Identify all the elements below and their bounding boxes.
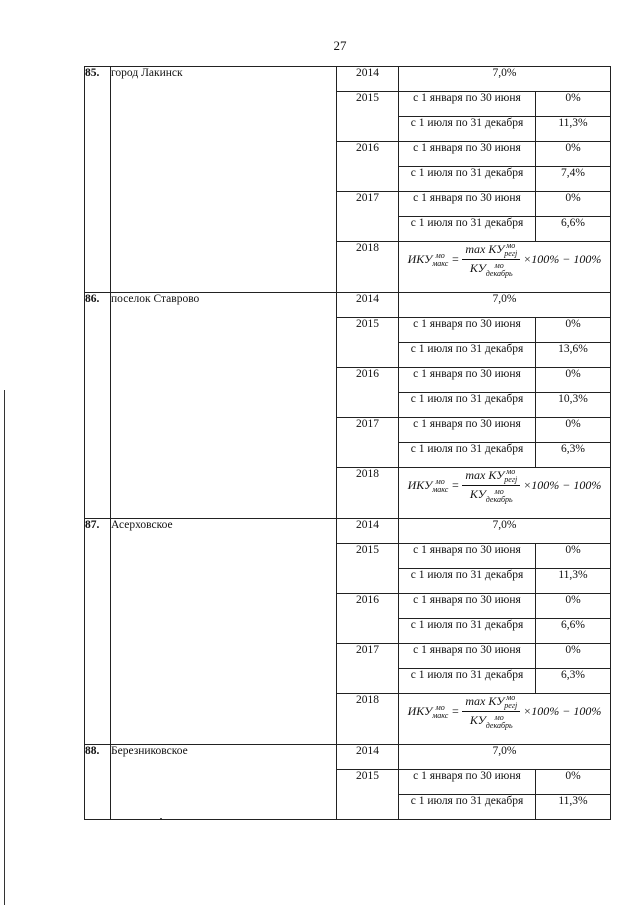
tariff-table	[84, 66, 611, 820]
percent-cell: 7,0%	[399, 519, 611, 544]
year-cell: 2018	[337, 694, 399, 745]
period-cell: с 1 июля по 31 декабря	[399, 443, 536, 468]
year-cell: 2015	[337, 318, 399, 368]
formula-denominator-sup: мо	[494, 486, 504, 496]
period-cell: с 1 июля по 31 декабря	[399, 217, 536, 242]
formula-numerator: max КУ	[465, 694, 505, 708]
percent-cell: 6,6%	[536, 217, 611, 242]
year-cell: 2018	[337, 468, 399, 519]
period-cell: с 1 января по 30 июня	[399, 92, 536, 117]
formula-tail: ×100% − 100%	[523, 252, 602, 267]
year-cell: 2014	[337, 745, 399, 770]
formula-denominator-sup: мо	[494, 712, 504, 722]
percent-cell: 11,3%	[536, 117, 611, 142]
formula-equals: =	[451, 252, 460, 267]
table-row	[85, 293, 611, 318]
table-row	[85, 67, 611, 92]
entry-number: 86.	[85, 293, 111, 519]
formula-numerator: max КУ	[465, 468, 505, 482]
municipality-name: Березниковское	[111, 745, 337, 820]
municipality-name: город Лакинск	[111, 67, 337, 293]
formula-lhs: ИКУ	[407, 703, 433, 718]
percent-cell: 7,0%	[399, 67, 611, 92]
formula-tail: ×100% − 100%	[523, 478, 602, 493]
year-cell: 2017	[337, 192, 399, 242]
period-cell: с 1 января по 30 июня	[399, 594, 536, 619]
formula-lhs-sub: макс	[432, 710, 449, 720]
table-row	[85, 745, 611, 770]
percent-cell: 0%	[536, 770, 611, 795]
percent-cell: 11,3%	[536, 569, 611, 594]
formula-denominator: КУ	[469, 261, 486, 276]
formula-numerator-sub: регj	[504, 701, 518, 711]
formula-denominator-sup: мо	[494, 260, 504, 270]
formula-cell	[399, 242, 611, 293]
period-cell: с 1 января по 30 июня	[399, 192, 536, 217]
year-cell: 2017	[337, 418, 399, 468]
year-cell: 2018	[337, 242, 399, 293]
percent-cell: 7,4%	[536, 167, 611, 192]
formula-cell	[399, 694, 611, 745]
percent-cell: 0%	[536, 192, 611, 217]
formula-denominator-sub: декабрь	[485, 720, 513, 730]
max-index-formula	[408, 242, 602, 278]
percent-cell: 0%	[536, 418, 611, 443]
period-cell: с 1 июля по 31 декабря	[399, 569, 536, 594]
percent-cell: 0%	[536, 318, 611, 343]
formula-lhs-sup: мо	[435, 250, 445, 260]
percent-cell: 0%	[536, 92, 611, 117]
formula-denominator: КУ	[469, 487, 486, 502]
percent-cell: 0%	[536, 594, 611, 619]
formula-cell	[399, 468, 611, 519]
period-cell: с 1 июля по 31 декабря	[399, 669, 536, 694]
year-cell: 2015	[337, 544, 399, 594]
year-cell: 2017	[337, 644, 399, 694]
municipality-name: поселок Ставрово	[111, 293, 337, 519]
period-cell: с 1 июля по 31 декабря	[399, 167, 536, 192]
year-cell: 2016	[337, 368, 399, 418]
municipality-name: Асерховское	[111, 519, 337, 745]
formula-numerator-sub: регj	[504, 475, 518, 485]
formula-numerator-sub: регj	[504, 249, 518, 259]
formula-numerator-sup: мо	[506, 693, 516, 703]
formula-equals: =	[451, 704, 460, 719]
period-cell: с 1 июля по 31 декабря	[399, 117, 536, 142]
max-index-formula	[408, 694, 602, 730]
table-row	[85, 519, 611, 544]
period-cell: с 1 июля по 31 декабря	[399, 343, 536, 368]
formula-numerator-sup: мо	[506, 467, 516, 477]
stray-mark	[160, 818, 162, 820]
period-cell: с 1 января по 30 июня	[399, 644, 536, 669]
formula-fraction	[462, 468, 520, 504]
percent-cell: 7,0%	[399, 745, 611, 770]
page-number: 27	[333, 38, 347, 53]
percent-cell: 6,6%	[536, 619, 611, 644]
formula-denominator-sub: декабрь	[485, 494, 513, 504]
year-cell: 2014	[337, 519, 399, 544]
year-cell: 2014	[337, 67, 399, 92]
percent-cell: 6,3%	[536, 669, 611, 694]
entry-number: 85.	[85, 67, 111, 293]
year-cell: 2014	[337, 293, 399, 318]
period-cell: с 1 июля по 31 декабря	[399, 795, 536, 820]
period-cell: с 1 января по 30 июня	[399, 544, 536, 569]
period-cell: с 1 января по 30 июня	[399, 142, 536, 167]
percent-cell: 0%	[536, 544, 611, 569]
formula-lhs-sub: макс	[432, 258, 449, 268]
formula-lhs: ИКУ	[407, 477, 433, 492]
formula-fraction	[462, 694, 520, 730]
percent-cell: 0%	[536, 644, 611, 669]
formula-lhs: ИКУ	[407, 251, 433, 266]
percent-cell: 6,3%	[536, 443, 611, 468]
formula-numerator-sup: мо	[506, 241, 516, 251]
formula-tail: ×100% − 100%	[523, 704, 602, 719]
period-cell: с 1 июля по 31 декабря	[399, 619, 536, 644]
period-cell: с 1 января по 30 июня	[399, 418, 536, 443]
year-cell: 2015	[337, 770, 399, 820]
formula-fraction	[462, 242, 520, 278]
percent-cell: 10,3%	[536, 393, 611, 418]
percent-cell: 0%	[536, 368, 611, 393]
formula-numerator: max КУ	[465, 242, 505, 256]
year-cell: 2015	[337, 92, 399, 142]
period-cell: с 1 января по 30 июня	[399, 318, 536, 343]
year-cell: 2016	[337, 594, 399, 644]
formula-equals: =	[451, 478, 460, 493]
period-cell: с 1 января по 30 июня	[399, 770, 536, 795]
formula-denominator: КУ	[469, 713, 486, 728]
formula-denominator-sub: декабрь	[485, 268, 513, 278]
percent-cell: 13,6%	[536, 343, 611, 368]
entry-number: 87.	[85, 519, 111, 745]
formula-lhs-sub: макс	[432, 484, 449, 494]
percent-cell: 11,3%	[536, 795, 611, 820]
year-cell: 2016	[337, 142, 399, 192]
margin-rule	[4, 390, 5, 905]
formula-lhs-sup: мо	[435, 476, 445, 486]
period-cell: с 1 января по 30 июня	[399, 368, 536, 393]
max-index-formula	[408, 468, 602, 504]
percent-cell: 0%	[536, 142, 611, 167]
period-cell: с 1 июля по 31 декабря	[399, 393, 536, 418]
formula-lhs-sup: мо	[435, 702, 445, 712]
entry-number: 88.	[85, 745, 111, 820]
percent-cell: 7,0%	[399, 293, 611, 318]
